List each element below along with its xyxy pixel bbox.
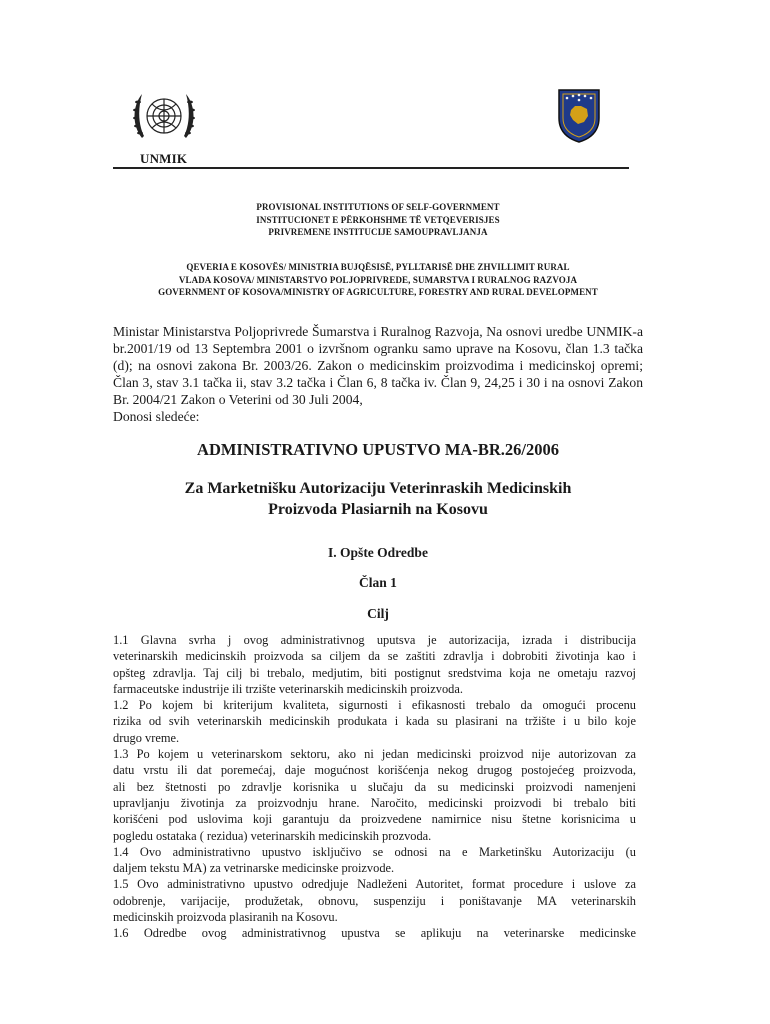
paragraph-line: korišćeni pod uslovima koji garantuju da proizvedene namirnice nisu štetne korisnicima u bbox=[113, 812, 636, 827]
article-title: Cilj bbox=[367, 606, 389, 621]
article-body bbox=[113, 632, 636, 942]
preamble-line: Član 3, stav 3.1 tačka ii, stav 3.2 tačka i Član 6, 8 tačka iv. Član 9, 24,25 i 30 i na osnovi Zakon bbox=[113, 375, 643, 390]
article-heading: Član 1 bbox=[359, 575, 397, 590]
preamble-line: (d); na osnovi zakona Br. 2003/26. Zakon o medicinskim proizvodima i medicinskoj opremi; bbox=[113, 358, 643, 373]
kosovo-government-emblem-logo bbox=[555, 84, 603, 144]
paragraph-line: 1.6 Odredbe ovog administrativnog upustva se aplikuju na veterinarske medicinske bbox=[113, 926, 636, 941]
paragraph-line: 1.1 Glavna svrha j ovog administrativnog uputsva je autorizacija, izrada i distribucija bbox=[113, 633, 636, 647]
paragraph-line: veterinarskih medicinskih proizvoda sa ciljem da se zaštiti zdravlja i dobrobiti životinja kao i bbox=[113, 649, 636, 664]
paragraph bbox=[113, 632, 636, 697]
preamble-line: Ministar Ministarstva Poljoprivrede Šumarstva i Ruralnog Razvoja, Na osnovi uredbe UNMIK-a bbox=[113, 324, 643, 339]
paragraph-line: 1.5 Ovo administrativno upustvo odredjuje Nadleženi Autoritet, format procedure i uslove za bbox=[113, 877, 636, 892]
header-line: QEVERIA E KOSOVËS/ MINISTRIA BUJQËSISË, PYLLTARISË DHE ZHVILLIMIT RURAL bbox=[186, 262, 570, 272]
header-rule bbox=[113, 167, 629, 169]
preamble-line: br.2001/19 od 13 Septembra 2001 o izvršnom ogranku samo uprave na Kosovu, član 1.3 tačka bbox=[113, 341, 643, 356]
paragraph bbox=[113, 697, 636, 746]
paragraph-line: odobrenje, varijacije, produžetak, obnovu, suspenziju i poništavanje MA veterinarskih bbox=[113, 893, 636, 908]
paragraph bbox=[113, 876, 636, 925]
paragraph-line: drugo vreme. bbox=[113, 730, 180, 745]
paragraph bbox=[113, 925, 636, 941]
paragraph-line: 1.3 Po kojem u veterinarskom sektoru, ako ni jedan medicinski proizvod nije autorizovan za bbox=[113, 747, 636, 762]
preamble-line: Br. 2004/21 Zakon o Veterini od 30 Juli 2004, bbox=[113, 392, 363, 407]
header-line: VLADA KOSOVA/ MINISTARSTVO POLJOPRIVREDE, SUMARSTVA I RURALNOG RAZVOJA bbox=[178, 274, 578, 285]
document-title: ADMINISTRATIVNO UPUSTVO MA-BR.26/2006 bbox=[197, 440, 559, 459]
document-subtitle bbox=[113, 478, 643, 520]
paragraph-line: medicinskih proizvoda plasiranih na Kosovu. bbox=[113, 910, 338, 925]
subtitle-line: Za Marketnišku Autorizaciju Veterinraskih Medicinskih bbox=[184, 480, 572, 497]
paragraph-line: upravljanju životinja za proizvodnju hrane. Naročito, medicinski proizvodi bi trebalo biti bbox=[113, 795, 636, 810]
paragraph-line: datu vrstu ili dat poremećaj, daje mogućnost korišćenja nekog drugog postojećeg proizvoda, bbox=[113, 763, 636, 778]
un-emblem-logo bbox=[128, 86, 200, 154]
paragraph-line: 1.2 Po kojem bi kriterijum kvaliteta, sigurnosti i efikasnosti trebalo da omogući procenu bbox=[113, 698, 636, 713]
paragraph-line: daljem tekstu MA) za vetrinarske medicinske proizvode. bbox=[113, 861, 395, 876]
header-line: GOVERNMENT OF KOSOVA/MINISTRY OF AGRICULTURE, FORESTRY AND RURAL DEVELOPMENT bbox=[158, 287, 598, 297]
paragraph-line: pogledu ostataka ( rezidua) veterinarskih medicinskih prozvoda. bbox=[113, 828, 432, 843]
section-heading: I. Opšte Odredbe bbox=[328, 545, 428, 560]
header-line: PRIVREMENE INSTITUCIJE SAMOUPRAVLJANJA bbox=[268, 227, 488, 237]
paragraph-line: rizika od svih veterinarskih medicinskih produkata i kada su plasirani na tržište i u bilo koje bbox=[113, 714, 636, 729]
paragraph-line: ali bez štetnosti po zdravlje korisnika u slučaju da su medicinski proizvodi namenjeni bbox=[113, 779, 636, 794]
preamble-line: Donosi sledeće: bbox=[113, 409, 200, 424]
institutions-header bbox=[113, 201, 643, 239]
subtitle-line: Proizvoda Plasiarnih na Kosovu bbox=[268, 501, 488, 518]
header-line: INSTITUCIONET E PËRKOHSHME TË VETQEVERISJES bbox=[256, 214, 500, 225]
paragraph-line: 1.4 Ovo administrativno upustvo isključivo se odnosi na e Marketinšku Autorizaciju (u bbox=[113, 844, 636, 859]
paragraph bbox=[113, 746, 636, 844]
paragraph bbox=[113, 844, 636, 877]
paragraph-line: farmaceutske industrije ili trzište veterinarskih medicinskih proizvoda. bbox=[113, 681, 463, 696]
ministry-header bbox=[113, 261, 643, 299]
header-line: PROVISIONAL INSTITUTIONS OF SELF-GOVERNMENT bbox=[256, 202, 500, 212]
paragraph-line: opšteg zdravlja. Taj cilj bi trebalo, medjutim, biti postignut sredstvima koja ne ometaju razvoj bbox=[113, 665, 636, 680]
unmik-label: UNMIK bbox=[140, 151, 188, 166]
preamble bbox=[113, 323, 643, 425]
